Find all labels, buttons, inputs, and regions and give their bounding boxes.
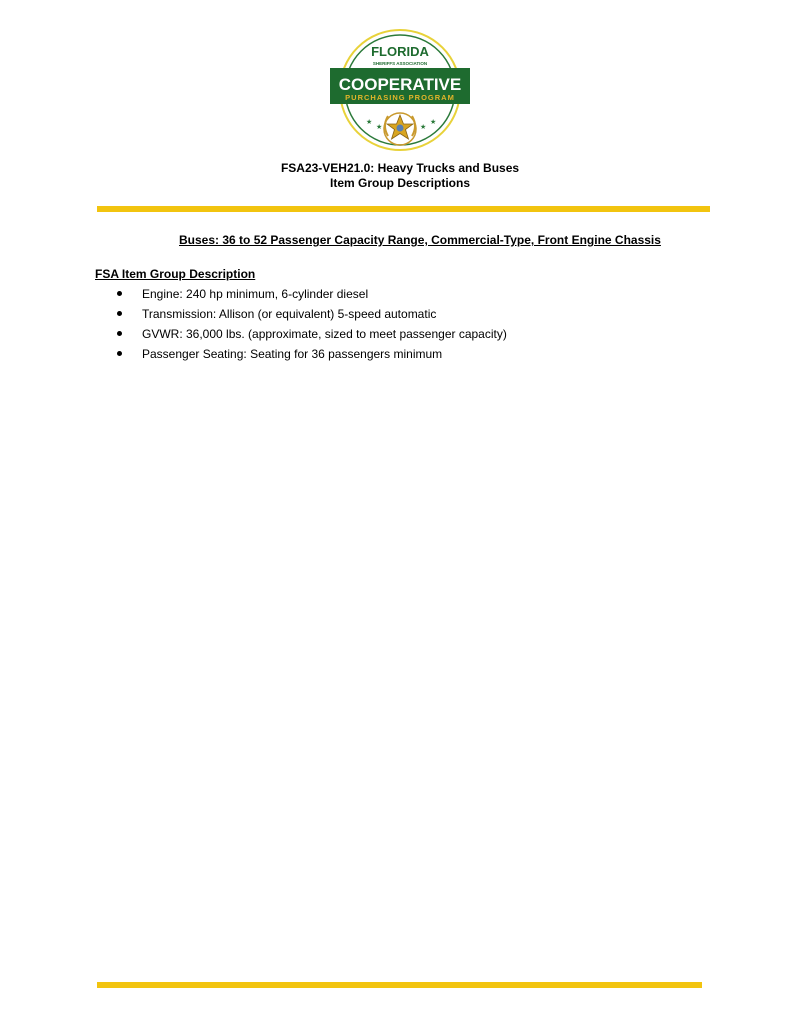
list-item: Passenger Seating: Seating for 36 passengers minimum [95,344,507,364]
document-subtitle: Item Group Descriptions [329,176,471,190]
list-item: Transmission: Allison (or equivalent) 5-speed automatic [95,304,507,324]
category-heading: Buses: 36 to 52 Passenger Capacity Range, Commercial-Type, Front Engine Chassis [179,233,661,247]
star-icon: ★ [376,124,383,131]
description-list [95,284,507,364]
fsa-logo [330,28,470,153]
logo-association-text: SHERIFFS ASSOCIATION [372,61,428,66]
logo-cooperative-text: COOPERATIVE [338,75,462,94]
logo-florida-text: FLORIDA [371,44,429,59]
list-item: GVWR: 36,000 lbs. (approximate, sized to meet passenger capacity) [95,324,507,344]
top-divider [97,206,710,212]
star-icon: ★ [366,119,373,126]
logo-purchasing-text: PURCHASING PROGRAM [345,93,455,102]
document-title-block [0,161,800,191]
description-heading: FSA Item Group Description [95,267,256,281]
star-icon: ★ [430,119,437,126]
star-icon: ★ [420,124,427,131]
document-title: FSA23-VEH21.0: Heavy Trucks and Buses [280,161,520,175]
fsa-seal-graphic [330,28,470,153]
list-item: Engine: 240 hp minimum, 6-cylinder diesel [95,284,507,304]
bottom-divider [97,982,702,988]
